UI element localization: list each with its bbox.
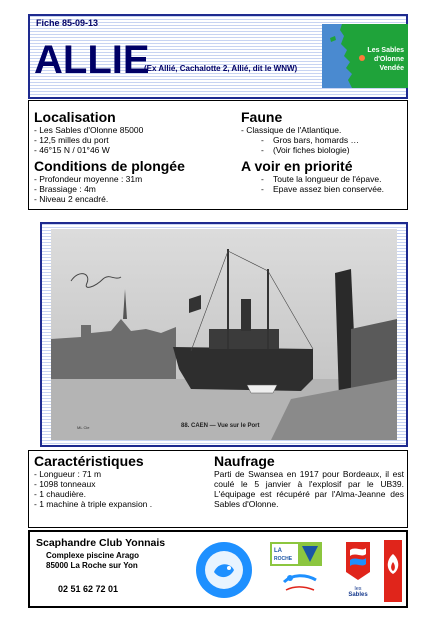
conditions-item: - Niveau 2 encadré. <box>34 194 109 204</box>
wreck-photo <box>51 229 397 440</box>
faune-item: - Classique de l'Atlantique. <box>241 125 342 135</box>
club-name: Scaphandre Club Yonnais <box>36 537 166 549</box>
page-title: ALLIE <box>34 38 150 82</box>
localisation-heading: Localisation <box>34 109 116 125</box>
faune-heading: Faune <box>241 109 283 125</box>
naufrage-heading: Naufrage <box>214 453 275 469</box>
caracteristiques-item: - Longueur : 71 m <box>34 469 102 479</box>
club-logo-icon <box>194 540 254 600</box>
a-voir-heading: A voir en priorité <box>241 158 353 174</box>
map-label: Les Sables d'Olonne Vendée <box>367 47 404 72</box>
naufrage-section <box>214 453 404 509</box>
la-roche-sur-yon-logo-icon <box>270 542 322 566</box>
caracteristiques-item: - 1 machine à triple expansion . <box>34 499 153 509</box>
swimmer-logo-icon <box>280 570 320 596</box>
faune-sub-item: - (Voir fiches biologie) <box>261 145 350 155</box>
page-subtitle: (Ex Allié, Cachalotte 2, Allié, dit le WNW) <box>144 64 298 73</box>
location-map <box>322 24 408 88</box>
svg-text:ROCHE: ROCHE <box>274 556 293 562</box>
header-banner <box>28 14 408 99</box>
a-voir-sub-item: - Toute la longueur de l'épave. <box>261 174 382 184</box>
conditions-section <box>34 158 185 204</box>
fiche-number: Fiche 85-09-13 <box>36 18 99 28</box>
a-voir-sub-item: - Epave assez bien conservée. <box>261 184 385 194</box>
photo-caption: 88. CAEN — Vue sur le Port <box>181 423 260 429</box>
faune-sub-item: - Gros bars, homards … <box>261 135 359 145</box>
svg-text:Sables: Sables <box>348 592 368 598</box>
harbour-photo-image <box>51 229 397 440</box>
caracteristiques-section <box>34 453 152 509</box>
localisation-item: - 46°15 N / 01°46 W <box>34 145 110 155</box>
club-phone: 02 51 62 72 01 <box>58 584 119 594</box>
faune-section <box>241 109 359 155</box>
photo-frame <box>40 222 408 447</box>
a-voir-section <box>241 158 384 194</box>
info-block <box>28 100 408 210</box>
localisation-item: - 12,5 milles du port <box>34 135 109 145</box>
caracteristiques-item: - 1 chaudière. <box>34 489 86 499</box>
conditions-heading: Conditions de plongée <box>34 158 185 174</box>
ribbon-logo-icon <box>382 540 404 602</box>
conditions-item: - Brassiage : 4m <box>34 184 96 194</box>
svg-text:LA: LA <box>274 548 282 554</box>
club-address-line: 85000 La Roche sur Yon <box>46 561 138 570</box>
localisation-item: - Les Sables d'Olonne 85000 <box>34 125 144 135</box>
conditions-item: - Profondeur moyenne : 31m <box>34 174 143 184</box>
localisation-section <box>34 109 143 155</box>
naufrage-text: Parti de Swansea en 1917 pour Bordeaux, il est coulé le 5 janvier à l'explosif par le UB39. L'équipage est récupéré par l'Alma-Jeanne des Sables d'Olonne. <box>214 469 404 509</box>
club-address-line: Complexe piscine Arago <box>46 551 140 560</box>
caracteristiques-heading: Caractéristiques <box>34 453 144 469</box>
club-footer <box>28 530 408 608</box>
svg-text:les: les <box>354 586 362 592</box>
caracteristiques-item: - 1098 tonneaux <box>34 479 96 489</box>
photo-credit: ML Cie <box>77 425 90 430</box>
les-sables-logo-icon <box>340 542 376 602</box>
details-block <box>28 450 408 528</box>
